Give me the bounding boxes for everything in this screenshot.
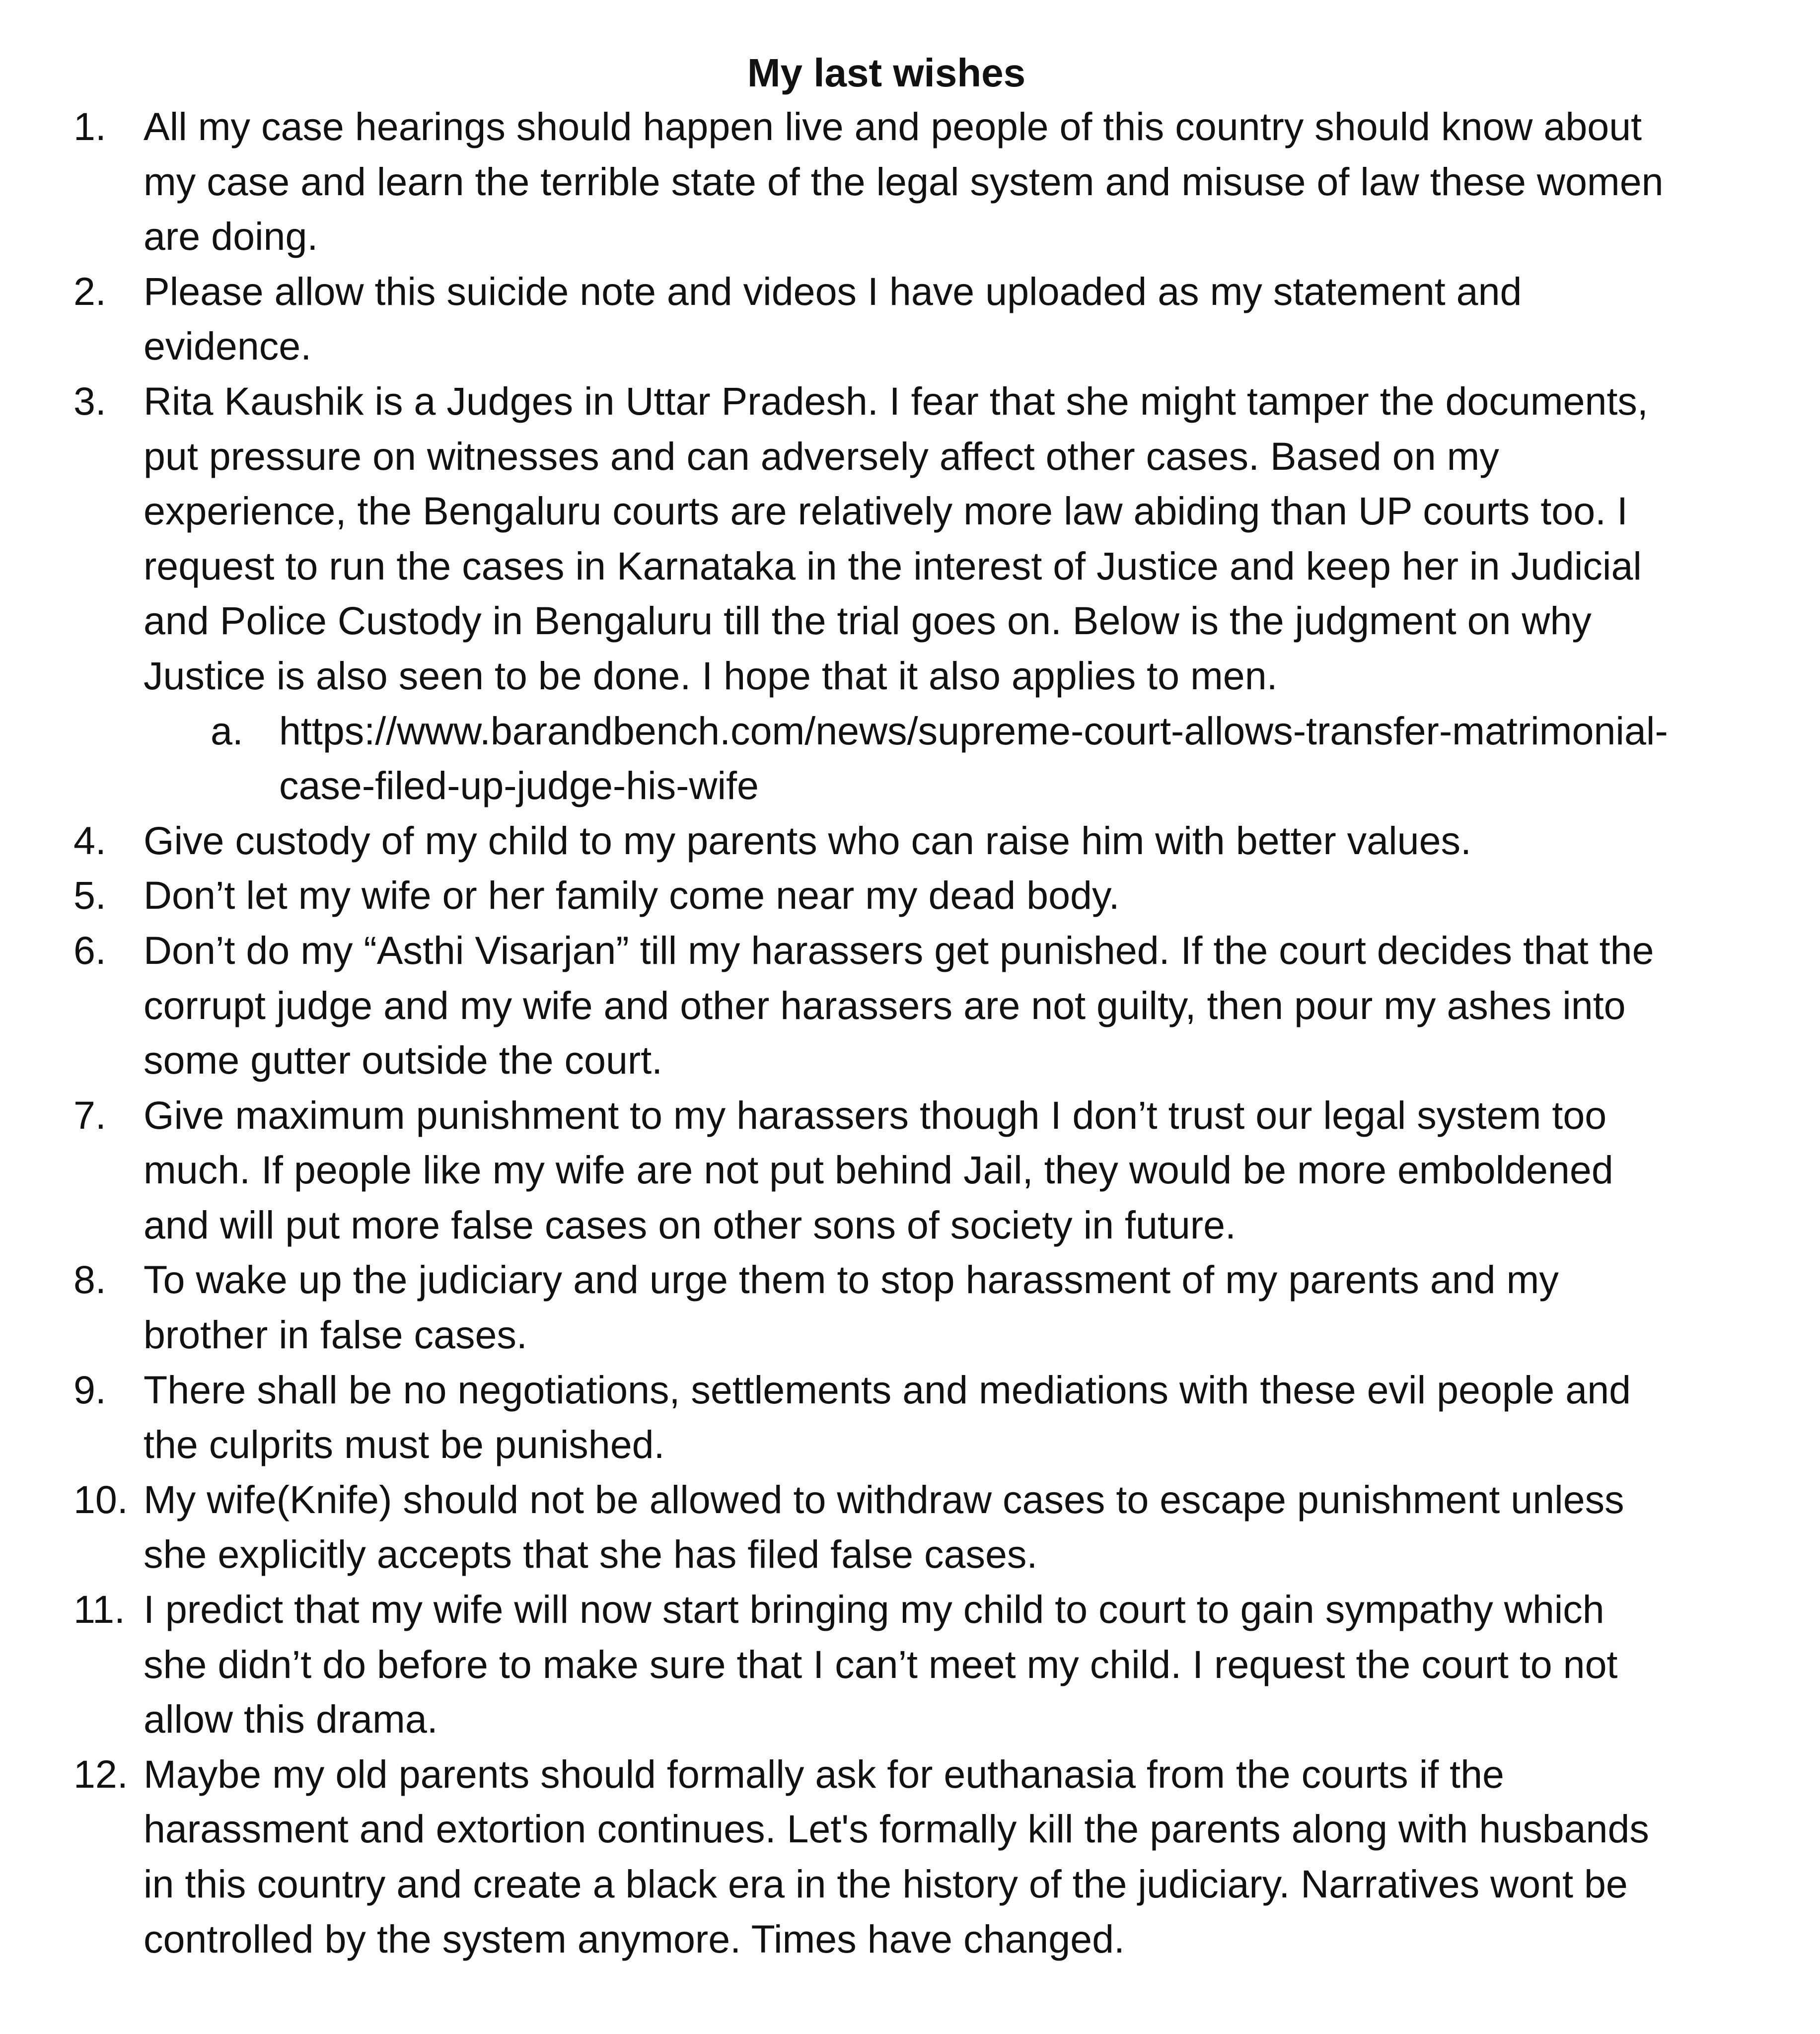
- item-text-line: evidence.: [144, 324, 312, 368]
- document-title: My last wishes: [747, 51, 1026, 95]
- item-number: 12.: [73, 1751, 128, 1796]
- list-item-5: [0, 868, 1820, 923]
- item-text-line: in this country and create a black era in the history of the judiciary. Narratives wont be: [144, 1862, 1628, 1906]
- list-item-3: [0, 374, 1820, 704]
- item-text-line: put pressure on witnesses and can adversely affect other cases. Based on my: [144, 434, 1499, 478]
- list-item-7: [0, 1088, 1820, 1253]
- item-number: 2.: [73, 269, 106, 313]
- item-text-line: Don’t let my wife or her family come near my dead body.: [144, 873, 1120, 918]
- item-text-line: My wife(Knife) should not be allowed to withdraw cases to escape punishment unless: [144, 1477, 1624, 1522]
- item-text-line: experience, the Bengaluru courts are relatively more law abiding than UP courts too. I: [144, 489, 1628, 533]
- item-text-line: controlled by the system anymore. Times have changed.: [144, 1916, 1125, 1961]
- item-text-line: All my case hearings should happen live and people of this country should know about: [144, 104, 1642, 148]
- item-number: 7.: [73, 1092, 106, 1137]
- item-text-line: Justice is also seen to be done. I hope that it also applies to men.: [144, 653, 1278, 698]
- item-text-line: are doing.: [144, 214, 318, 259]
- item-text-line: the culprits must be punished.: [144, 1422, 665, 1467]
- item-text-line: Please allow this suicide note and videos I have uploaded as my statement and: [144, 269, 1522, 313]
- item-number: 9.: [73, 1367, 106, 1412]
- item-text-line: she explicitly accepts that she has filed false cases.: [144, 1532, 1038, 1577]
- list-item-6: [0, 923, 1820, 1088]
- item-number: 10.: [73, 1477, 128, 1522]
- list-item-9: [0, 1363, 1820, 1472]
- item-text-line: and will put more false cases on other sons of society in future.: [144, 1202, 1236, 1247]
- url-link-line[interactable]: https://www.barandbench.com/news/supreme-court-allows-transfer-matrimonial-: [279, 708, 1668, 753]
- item-number: 5.: [73, 873, 106, 918]
- item-text-line: my case and learn the terrible state of the legal system and misuse of law these women: [144, 159, 1664, 204]
- item-number: 3.: [73, 378, 106, 423]
- item-number: 1.: [73, 104, 106, 148]
- list-item-4: [0, 813, 1820, 869]
- item-text-line: Give custody of my child to my parents who can raise him with better values.: [144, 818, 1471, 863]
- sub-item-letter: a.: [211, 708, 243, 753]
- item-text-line: corrupt judge and my wife and other harassers are not guilty, then pour my ashes into: [144, 983, 1626, 1027]
- sub-item-a: [0, 704, 1820, 813]
- url-link-line[interactable]: case-filed-up-judge-his-wife: [279, 763, 759, 808]
- item-number: 4.: [73, 818, 106, 863]
- item-text-line: brother in false cases.: [144, 1312, 527, 1357]
- item-text-line: allow this drama.: [144, 1697, 438, 1742]
- item-text-line: some gutter outside the court.: [144, 1038, 663, 1083]
- item-text-line: Maybe my old parents should formally ask for euthanasia from the courts if the: [144, 1751, 1504, 1796]
- item-text-line: request to run the cases in Karnataka in the interest of Justice and keep her in Judicial: [144, 543, 1642, 588]
- item-text-line: There shall be no negotiations, settlements and mediations with these evil people and: [144, 1367, 1631, 1412]
- list-item-12: [0, 1747, 1820, 1966]
- item-text-line: Rita Kaushik is a Judges in Uttar Pradesh. I fear that she might tamper the documents,: [144, 378, 1648, 423]
- list-item-1: [0, 99, 1820, 264]
- list-item-11: [0, 1582, 1820, 1747]
- item-text-line: she didn’t do before to make sure that I can’t meet my child. I request the court to not: [144, 1642, 1618, 1686]
- item-text-line: and Police Custody in Bengaluru till the trial goes on. Below is the judgment on why: [144, 598, 1592, 643]
- item-number: 8.: [73, 1257, 106, 1302]
- item-number: 6.: [73, 928, 106, 972]
- wishes-list: [0, 99, 1820, 1966]
- item-text-line: harassment and extortion continues. Let's formally kill the parents along with husbands: [144, 1807, 1649, 1851]
- list-item-2: [0, 264, 1820, 374]
- list-item-8: [0, 1252, 1820, 1362]
- list-item-10: [0, 1472, 1820, 1582]
- item-text-line: Don’t do my “Asthi Visarjan” till my harassers get punished. If the court decides that the: [144, 928, 1654, 972]
- item-number: 11.: [73, 1587, 125, 1632]
- item-text-line: To wake up the judiciary and urge them to stop harassment of my parents and my: [144, 1257, 1559, 1302]
- item-text-line: Give maximum punishment to my harassers though I don’t trust our legal system too: [144, 1092, 1607, 1137]
- item-text-line: much. If people like my wife are not put behind Jail, they would be more emboldened: [144, 1148, 1613, 1192]
- item-text-line: I predict that my wife will now start bringing my child to court to gain sympathy which: [144, 1587, 1604, 1632]
